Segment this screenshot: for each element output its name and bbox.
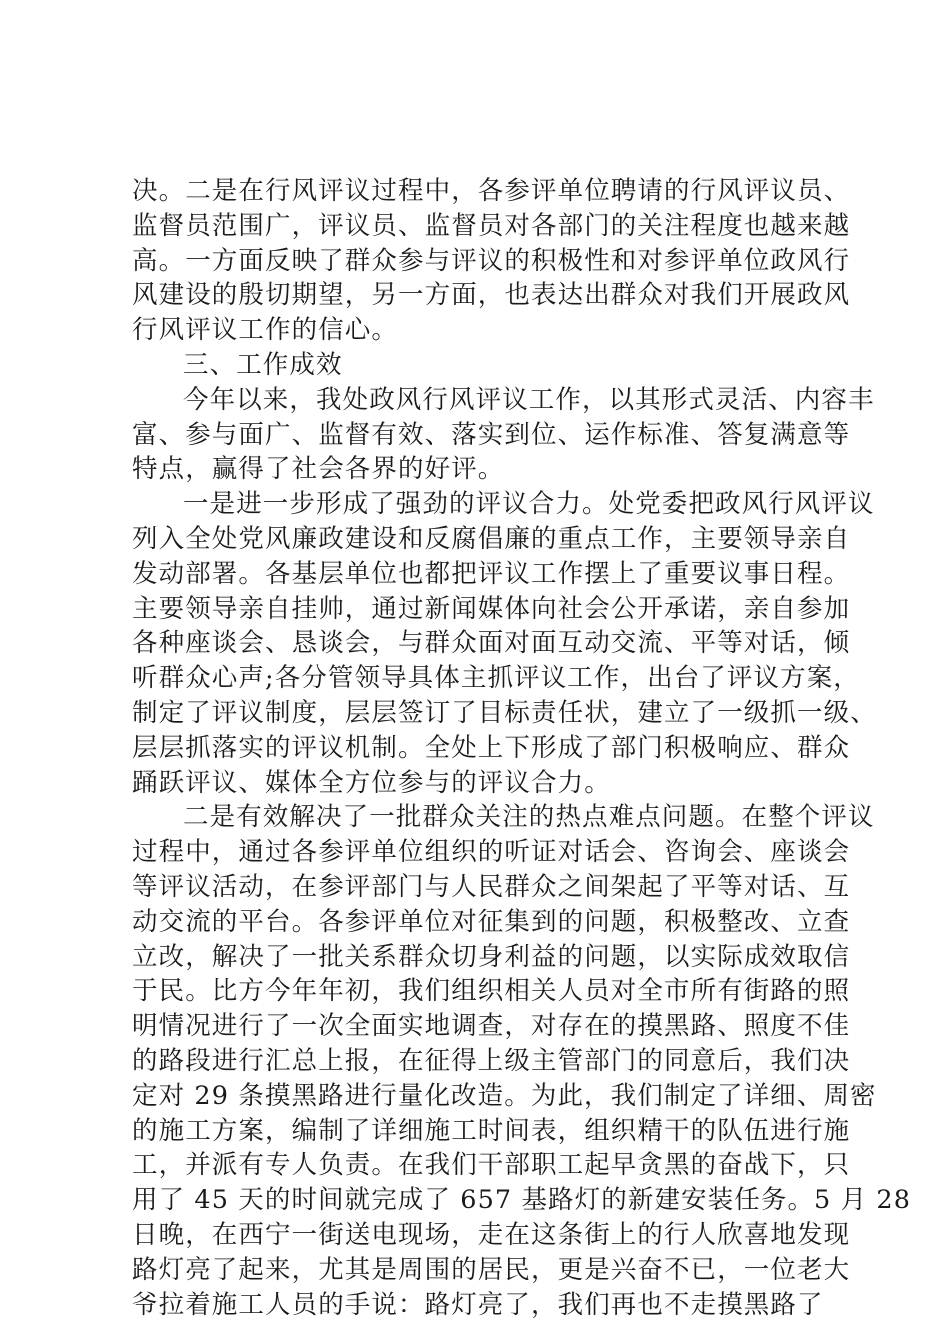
text-line: 主要领导亲自挂帅，通过新闻媒体向社会公开承诺，亲自参加	[132, 593, 851, 624]
text-line: 风建设的殷切期望，另一方面，也表达出群众对我们开展政风	[132, 280, 851, 311]
text-line: 的路段进行汇总上报，在征得上级主管部门的同意后，我们决	[132, 1045, 851, 1076]
text-line: 踊跃评议、媒体全方位参与的评议合力。	[132, 767, 611, 798]
text-line: 过程中，通过各参评单位组织的听证对话会、咨询会、座谈会	[132, 837, 851, 868]
text-line: 用了 45 天的时间就完成了 657 基路灯的新建安装任务。5 月 28	[132, 1185, 912, 1216]
text-line: 工，并派有专人负责。在我们干部职工起早贪黑的奋战下，只	[132, 1150, 851, 1181]
text-line: 制定了评议制度，层层签订了目标责任状，建立了一级抓一级、	[132, 697, 877, 728]
text-line: 等评议活动，在参评部门与人民群众之间架起了平等对话、互	[132, 871, 851, 902]
text-line: 日晚，在西宁一街送电现场，走在这条街上的行人欣喜地发现	[132, 1219, 851, 1250]
text-line: 高。一方面反映了群众参与评议的积极性和对参评单位政风行	[132, 245, 851, 276]
text-line: 爷拉着施工人员的手说：路灯亮了，我们再也不走摸黑路了	[132, 1289, 824, 1320]
text-line: 听群众心声;各分管领导具体主抓评议工作，出台了评议方案，	[132, 663, 860, 694]
text-line: 列入全处党风廉政建设和反腐倡廉的重点工作，主要领导亲自	[132, 523, 851, 554]
document-body	[132, 174, 912, 1322]
text-line: 今年以来，我处政风行风评议工作，以其形式灵活、内容丰	[183, 384, 875, 415]
text-line: 一是进一步形成了强劲的评议合力。处党委把政风行风评议	[183, 489, 875, 520]
text-line: 层层抓落实的评议机制。全处上下形成了部门积极响应、群众	[132, 732, 851, 763]
text-line: 的施工方案，编制了详细施工时间表，组织精干的队伍进行施	[132, 1115, 851, 1146]
section-heading: 三、工作成效	[183, 349, 343, 380]
text-line: 路灯亮了起来，尤其是周围的居民，更是兴奋不已，一位老大	[132, 1254, 851, 1285]
text-line: 明情况进行了一次全面实地调查，对存在的摸黑路、照度不佳	[132, 1011, 851, 1042]
text-line: 监督员范围广，评议员、监督员对各部门的关注程度也越来越	[132, 210, 851, 241]
text-line: 决。二是在行风评议过程中，各参评单位聘请的行风评议员、	[132, 176, 851, 206]
text-line: 特点，赢得了社会各界的好评。	[132, 454, 505, 485]
text-line: 二是有效解决了一批群众关注的热点难点问题。在整个评议	[183, 802, 875, 833]
text-line: 动交流的平台。各参评单位对征集到的问题，积极整改、立查	[132, 906, 851, 937]
text-line: 于民。比方今年年初，我们组织相关人员对全市所有街路的照	[132, 976, 851, 1007]
text-line: 立改，解决了一批关系群众切身利益的问题，以实际成效取信	[132, 941, 851, 972]
text-line: 行风评议工作的信心。	[132, 315, 399, 346]
text-line: 富、参与面广、监督有效、落实到位、运作标准、答复满意等	[132, 419, 851, 450]
text-line: 各种座谈会、恳谈会，与群众面对面互动交流、平等对话，倾	[132, 628, 851, 659]
text-line: 发动部署。各基层单位也都把评议工作摆上了重要议事日程。	[132, 558, 851, 589]
text-line: 定对 29 条摸黑路进行量化改造。为此，我们制定了详细、周密	[132, 1080, 877, 1111]
